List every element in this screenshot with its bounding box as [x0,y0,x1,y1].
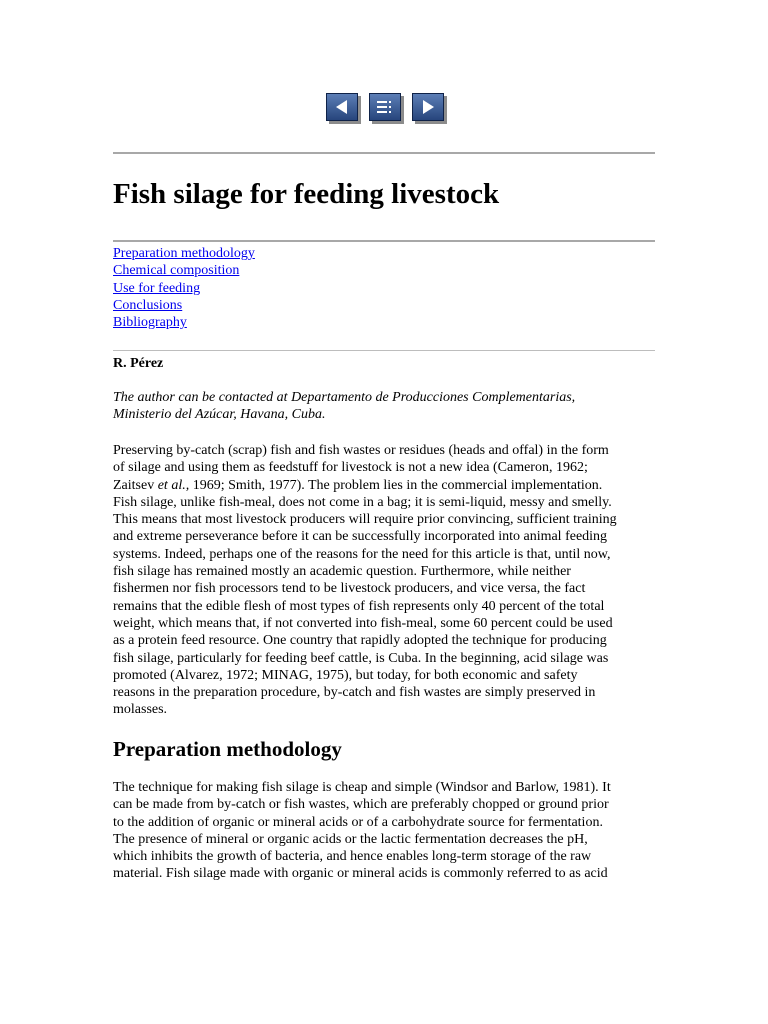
intro-paragraph [113,442,658,719]
text-line: systems. Indeed, perhaps one of the reasons for the need for this article is that, until now, [113,546,611,562]
left-arrow-icon [334,99,350,115]
text-line: The presence of mineral or organic acids or the lactic fermentation decreases the pH, [113,831,588,847]
text-line: material. Fish silage made with organic or mineral acids is commonly referred to as acid [113,866,608,882]
divider [113,152,655,154]
author-contact [113,389,658,424]
text-line: 1969; Smith, 1977). The problem lies in the commercial implementation. [189,477,603,493]
text-line: can be made from by-catch or fish wastes, which are preferably chopped or ground prior [113,797,609,813]
toc-item-use-for-feeding [113,280,255,297]
navigation-bar [0,93,768,123]
text-line: The author can be contacted at Departamento de Producciones Complementarias, [113,390,576,405]
text-line: Preserving by-catch (scrap) fish and fish wastes or residues (heads and offal) in the form [113,443,609,458]
text-line: of silage and using them as feedstuff for livestock is not a new idea (Cameron, 1962; [113,460,588,476]
text-line: fish silage has remained mostly an academic question. Furthermore, while neither [113,564,571,580]
divider [113,350,655,351]
text-line: This means that most livestock producers will require prior convincing, sufficient training [113,512,617,528]
text-line: weight, which means that, if not converted into fish-meal, some 60 percent could be used [113,615,613,631]
toc-link[interactable]: Bibliography [113,315,187,331]
toc-link[interactable]: Chemical composition [113,263,240,279]
divider [113,240,655,242]
toc-link[interactable]: Use for feeding [113,280,201,296]
method-paragraph [113,779,658,883]
section-heading: Preparation methodology [113,737,342,761]
text-line: Fish silage, unlike fish-meal, does not come in a bag; it is semi-liquid, messy and smelly. [113,494,612,510]
text-line: promoted (Alvarez, 1972; MINAG, 1975), but today, for both economic and safety [113,667,578,683]
table-of-contents-icon [377,99,393,115]
text-line: to the addition of organic or mineral acids or of a carbohydrate source for fermentation. [113,814,603,830]
text-line: as a protein feed resource. One country that rapidly adopted the technique for producing [113,633,607,649]
toc-item-chemical-composition [113,262,255,279]
table-of-contents [113,245,255,331]
text-line: remains that the edible flesh of most types of fish represents only 40 percent of the total [113,598,605,614]
text-line: which inhibits the growth of bacteria, and hence enables long-term storage of the raw [113,849,592,865]
text-line: reasons in the preparation procedure, by-catch and fish wastes are simply preserved in [113,685,596,701]
previous-page-button[interactable] [326,93,358,121]
toc-item-conclusions [113,297,255,314]
text-line: and extreme perseverance before it can be successfully incorporated into animal feeding [113,529,608,545]
right-arrow-icon [420,99,436,115]
text-line: fish silage, particularly for feeding beef cattle, is Cuba. In the beginning, acid silage was [113,650,609,666]
text-line: molasses. [113,702,168,718]
toc-link[interactable]: Conclusions [113,297,183,313]
toc-link[interactable]: Preparation methodology [113,246,255,261]
page-title: Fish silage for feeding livestock [113,178,500,210]
toc-item-bibliography [113,314,255,331]
next-page-button[interactable] [412,93,444,121]
text-line: fishermen nor fish processors tend to be livestock producers, and vice versa, the fact [113,581,586,597]
text-line: Ministerio del Azúcar, Havana, Cuba. [113,407,326,423]
contents-button[interactable] [369,93,401,121]
author-name: R. Pérez [113,356,164,371]
text-line: Zaitsev [113,477,158,493]
citation-italic: et al., [157,477,190,493]
toc-item-preparation-methodology [113,245,255,262]
text-line: The technique for making fish silage is cheap and simple (Windsor and Barlow, 1981). It [113,780,611,795]
